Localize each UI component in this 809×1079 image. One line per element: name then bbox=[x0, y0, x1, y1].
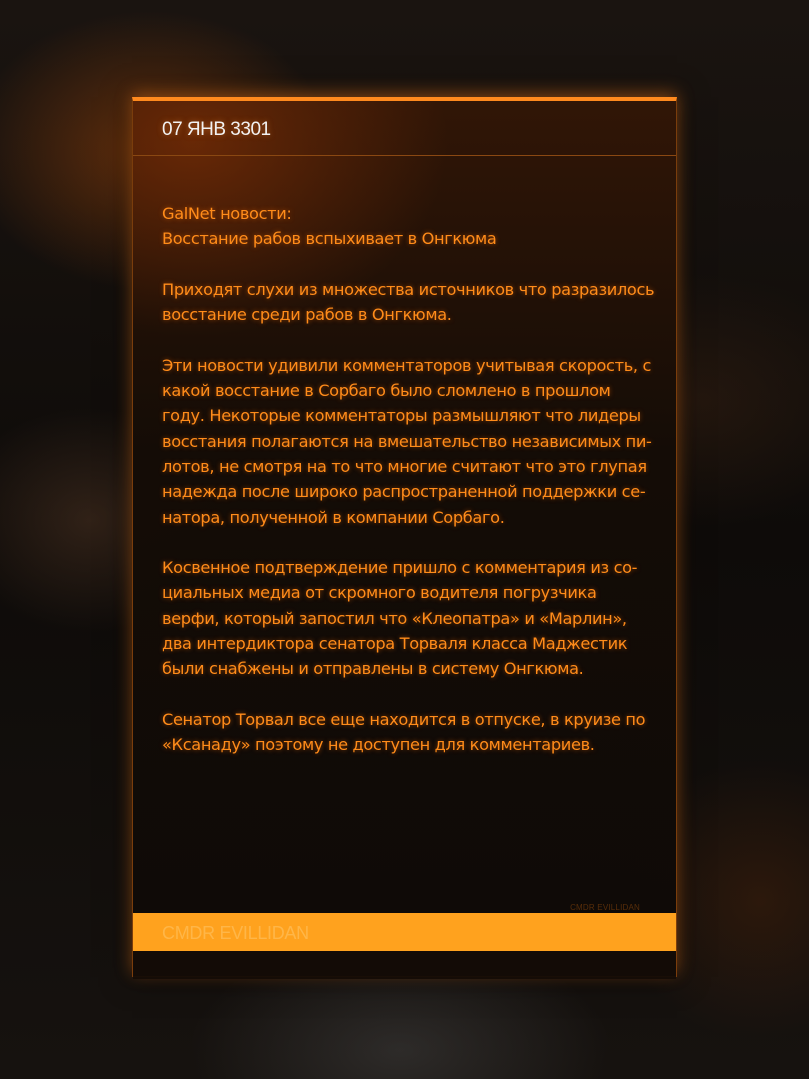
article-paragraph: Эти новости удивили комментаторов учитывая скорость, с какой восстание в Сорбаго было сломлено в прошлом году. Некоторые комментаторы размышляют что лидеры восстания полагаются на вмешательство независимых пи- лотов, не смотря на то что многие считают что это глупая надежда после широко распространенной поддержки се- натора, полученной в компании Сорбаго. bbox=[162, 355, 652, 527]
panel-bottom-strip bbox=[133, 951, 676, 979]
news-article bbox=[162, 201, 657, 783]
article-paragraph: Приходят слухи из множества источников что разразилось восстание среди рабов в Онгкюма. bbox=[162, 279, 655, 325]
watermark: CMDR EVILLIDAN bbox=[570, 903, 640, 912]
commander-signature: CMDR EVILLIDAN bbox=[162, 923, 309, 943]
article-paragraph: Косвенное подтверждение пришло с комментария из со- циальных медиа от скромного водителя погрузчика верфи, который запостил что «Клеопатра» и «Марлин», два интердиктора сенатора Торваля класса Маджестик были снабжены и отправлены в систему Онгкюма. bbox=[162, 558, 638, 679]
date-header bbox=[133, 101, 676, 156]
article-paragraph: Сенатор Торвал все еще находится в отпуске, в круизе по «Ксанаду» поэтому не доступен для комментариев. bbox=[162, 709, 646, 755]
news-panel bbox=[132, 97, 677, 977]
signature-bar bbox=[133, 913, 676, 951]
news-date: 07 ЯНВ 3301 bbox=[162, 119, 271, 140]
article-title: GalNet новости: Восстание рабов вспыхивает в Онгкюма bbox=[162, 204, 497, 249]
